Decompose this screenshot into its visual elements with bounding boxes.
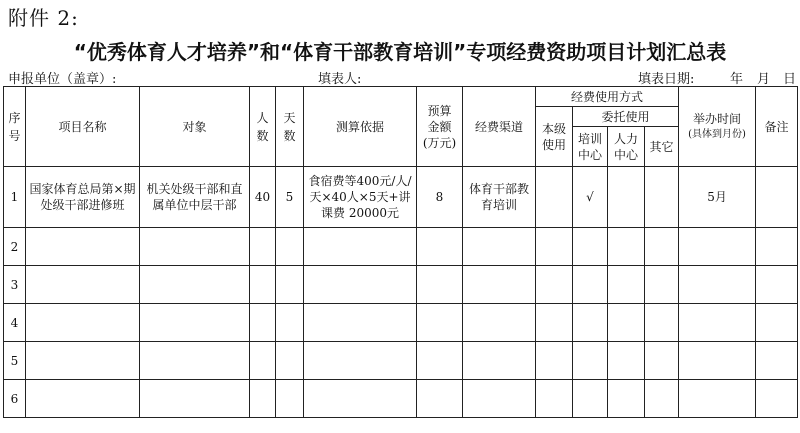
header-budget-line2: 金额 — [427, 119, 452, 134]
cell-seq: 5 — [4, 342, 26, 380]
cell-seq: 3 — [4, 266, 26, 304]
cell-seq: 6 — [4, 380, 26, 418]
header-usage-mode: 经费使用方式 — [536, 87, 679, 107]
header-budget-line3: (万元) — [422, 135, 457, 150]
cell-hold-time: 5月 — [679, 167, 756, 228]
header-row — [4, 87, 798, 107]
header-budget — [417, 87, 463, 167]
header-self-use: 本级使用 — [536, 107, 573, 167]
header-hold-time — [679, 87, 756, 167]
header-entrust-use: 委托使用 — [573, 107, 679, 127]
header-people: 人数 — [250, 87, 276, 167]
table-row — [4, 304, 798, 342]
cell-self-use — [536, 167, 573, 228]
header-days: 天数 — [276, 87, 304, 167]
header-hold-time-note: (具体到月份) — [688, 128, 746, 140]
cell-training-center: √ — [573, 167, 608, 228]
day-label: 日 — [783, 72, 797, 87]
header-other: 其它 — [645, 127, 679, 167]
cell-basis: 食宿费等400元/人/天×40人×5天+讲课费 20000元 — [304, 167, 417, 228]
header-hold-time-label: 举办时间 — [693, 111, 742, 126]
cell-target: 机关处级干部和直属单位中层干部 — [140, 167, 250, 228]
month-label: 月 — [757, 72, 771, 87]
cell-days: 5 — [276, 167, 304, 228]
fill-date-label: 填表日期: — [638, 72, 695, 87]
cell-budget: 8 — [417, 167, 463, 228]
header-training-center: 培训中心 — [573, 127, 608, 167]
header-seq: 序号 — [4, 87, 26, 167]
cell-remarks — [756, 167, 798, 228]
cell-seq: 2 — [4, 228, 26, 266]
table-row — [4, 167, 798, 228]
header-budget-line1: 预算 — [427, 103, 452, 118]
cell-other — [645, 167, 679, 228]
header-project-name: 项目名称 — [26, 87, 140, 167]
cell-seq: 4 — [4, 304, 26, 342]
header-remarks: 备注 — [756, 87, 798, 167]
header-hr-center: 人力中心 — [608, 127, 645, 167]
table-row — [4, 380, 798, 418]
page-title: “优秀体育人才培养”和“体育干部教育培训”专项经费资助项目计划汇总表 — [73, 40, 727, 64]
cell-seq: 1 — [4, 167, 26, 228]
table-row — [4, 342, 798, 380]
year-label: 年 — [730, 72, 744, 87]
reporting-unit-label: 申报单位（盖章）: — [8, 72, 117, 87]
cell-people: 40 — [250, 167, 276, 228]
table-row — [4, 228, 798, 266]
filler-label: 填表人: — [318, 72, 362, 87]
header-target: 对象 — [140, 87, 250, 167]
header-channel: 经费渠道 — [463, 87, 536, 167]
attachment-label: 附件 2: — [8, 6, 79, 30]
cell-project-name: 国家体育总局第×期处级干部进修班 — [26, 167, 140, 228]
cell-hr-center — [608, 167, 645, 228]
header-basis: 测算依据 — [304, 87, 417, 167]
summary-table — [3, 86, 798, 418]
cell-channel: 体育干部教育培训 — [463, 167, 536, 228]
table-row — [4, 266, 798, 304]
